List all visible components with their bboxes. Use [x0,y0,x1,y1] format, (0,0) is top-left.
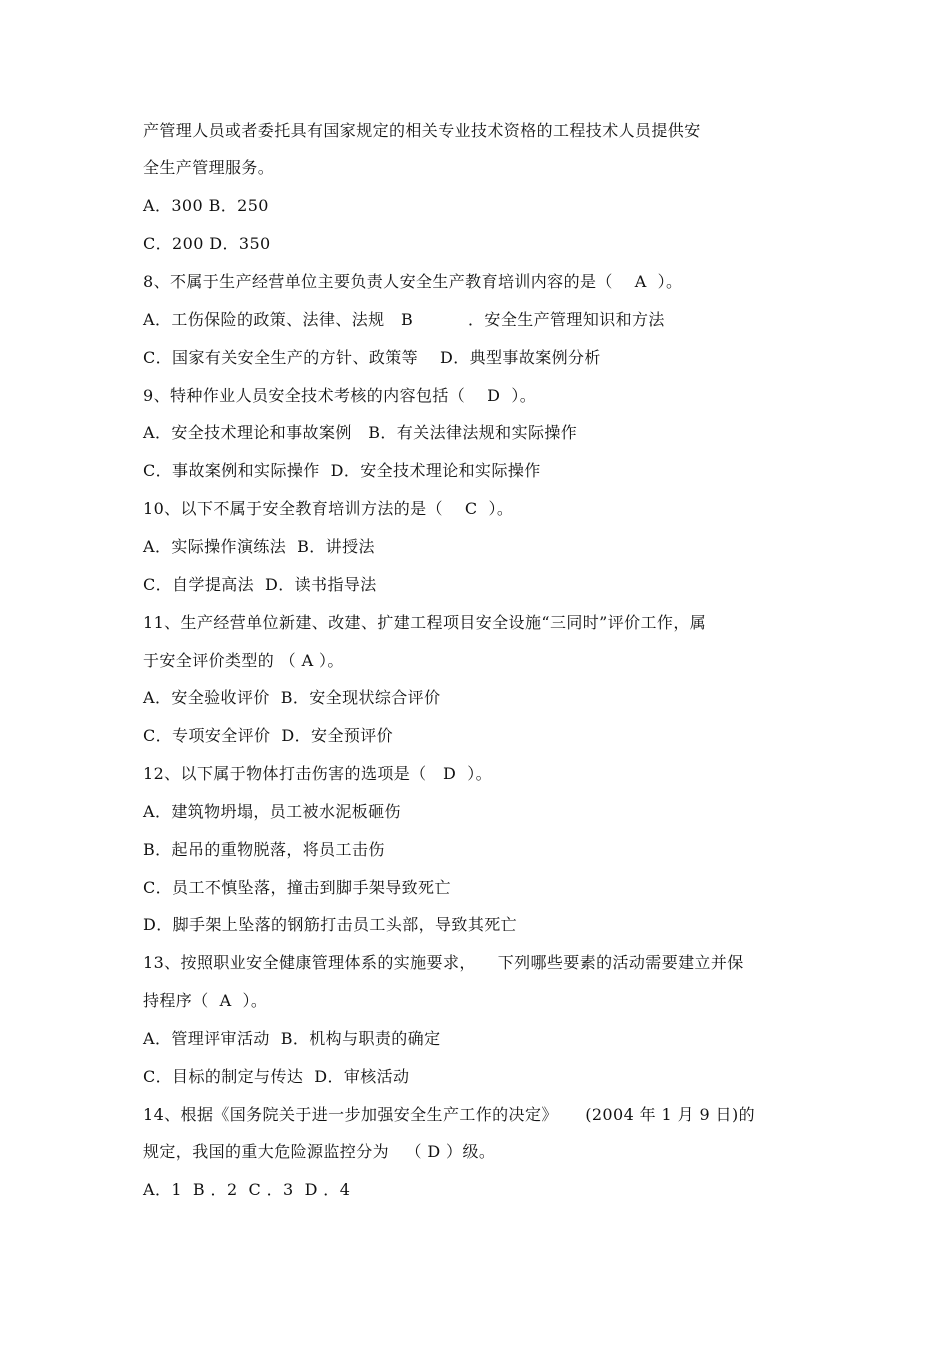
option-line: C．国家有关安全生产的方针、政策等 D．典型事故案例分析 [143,348,601,367]
question-8: 8、不属于生产经营单位主要负责人安全生产教育培训内容的是（ A ）。 [143,272,683,291]
question-14: 14、根据《国务院关于进一步加强安全生产工作的决定》 (2004 年 1 月 9 日)的 [143,1105,755,1124]
option-line: C．事故案例和实际操作 D．安全技术理论和实际操作 [143,461,541,480]
text-line: 规定，我国的重大危险源监控分为 （ D ）级。 [143,1142,496,1161]
text-line: 持程序（ A ）。 [143,991,268,1010]
question-10: 10、以下不属于安全教育培训方法的是（ C ）。 [143,499,514,518]
option-line: C．员工不慎坠落，撞击到脚手架导致死亡 [143,878,451,897]
option-line: B．起吊的重物脱落，将员工击伤 [143,840,385,859]
option-line: A．工伤保险的政策、法律、法规 B ．安全生产管理知识和方法 [143,310,665,329]
option-line: A．建筑物坍塌，员工被水泥板砸伤 [143,802,401,821]
option-line: A．安全技术理论和事故案例 B．有关法律法规和实际操作 [143,423,578,442]
text-line: 产管理人员或者委托具有国家规定的相关专业技术资格的工程技术人员提供安 [143,121,701,140]
question-12: 12、以下属于物体打击伤害的选项是（ D ）。 [143,764,493,783]
option-line: C．目标的制定与传达 D．审核活动 [143,1067,410,1086]
text-line: 于安全评价类型的 （ A ）。 [143,651,344,670]
option-line: C．专项安全评价 D．安全预评价 [143,726,394,745]
option-line: C．200 D．350 [143,234,271,253]
option-line: A．管理评审活动 B．机构与职责的确定 [143,1029,441,1048]
option-line: A．1 B ．2 C ．3 D ．4 [143,1180,351,1199]
option-line: A．实际操作演练法 B．讲授法 [143,537,375,556]
text-line: 全生产管理服务。 [143,158,275,177]
option-line: A．安全验收评价 B．安全现状综合评价 [143,688,441,707]
question-9: 9、特种作业人员安全技术考核的内容包括（ D ）。 [143,386,537,405]
question-11: 11、生产经营单位新建、改建、扩建工程项目安全设施“三同时”评价工作，属 [143,613,707,632]
question-13: 13、按照职业安全健康管理体系的实施要求， 下列哪些要素的活动需要建立并保 [143,953,744,972]
option-line: C．自学提高法 D．读书指导法 [143,575,377,594]
option-line: A．300 B．250 [143,196,269,215]
option-line: D．脚手架上坠落的钢筋打击员工头部，导致其死亡 [143,915,518,934]
